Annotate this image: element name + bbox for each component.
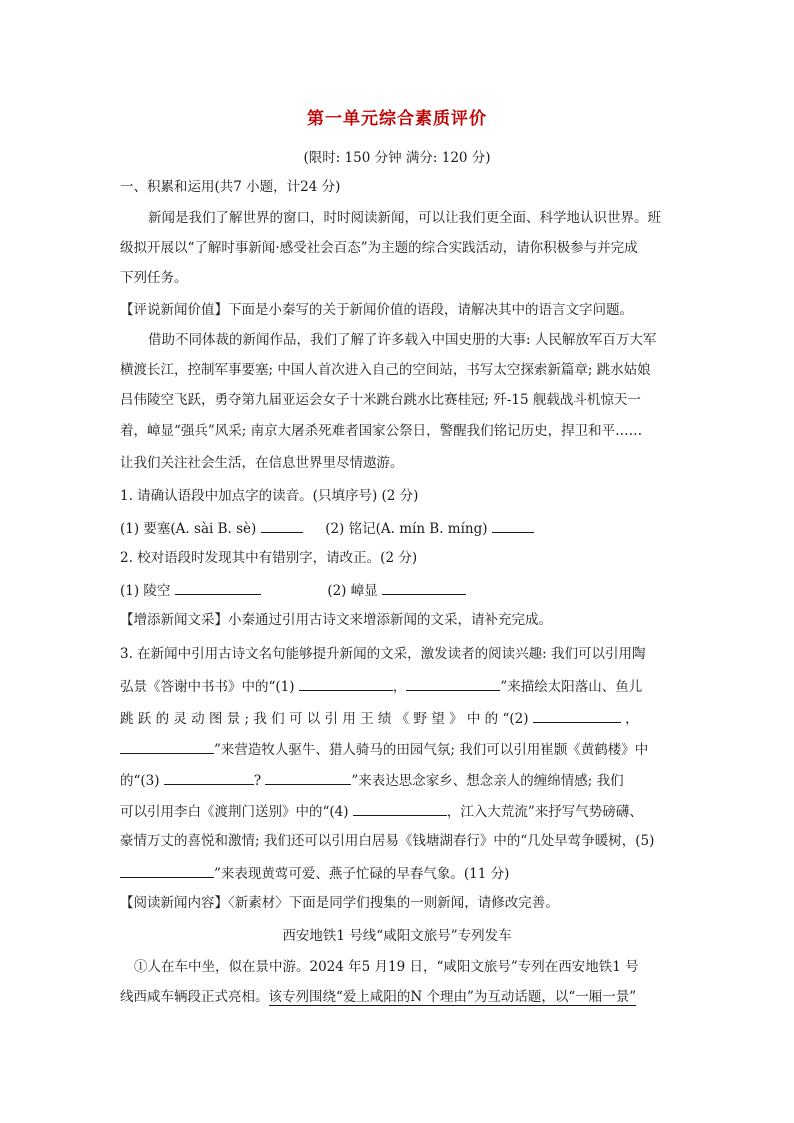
question-text: 弘景《答谢中书书》中的“(1) bbox=[120, 679, 295, 695]
answer-blank[interactable] bbox=[299, 676, 393, 691]
question-stem: 1. 请确认语段中加点字的读音。(只填序号) (2 分) bbox=[120, 488, 419, 504]
question-text: 跳 跃 的 灵 动 图 景 ; 我 们 可 以 引 用 王 绩 《 野 望 》 中 的 “(2) bbox=[120, 711, 529, 727]
question-line: 豪情万丈的喜悦和激情; 我们还可以引用白居易《钱塘湖春行》中的“几处早莺争暖树，(5) bbox=[120, 833, 655, 849]
passage-line: 横渡长江，控制军事要塞; 中国人首次进入自己的空间站，书写太空探索新篇章; 跳水姑娘 bbox=[120, 362, 651, 378]
question-text: 的“(3) bbox=[120, 773, 160, 789]
answer-blank[interactable] bbox=[120, 739, 214, 754]
task-heading: 【评说新闻价值】下面是小秦写的关于新闻价值的语段，请解决其中的语言文字问题。 bbox=[120, 302, 633, 318]
question-stem: 2. 校对语段时发现其中有错别字，请改正。(2 分) bbox=[120, 550, 418, 566]
question-line bbox=[120, 801, 680, 821]
question-line bbox=[120, 518, 680, 538]
intro-line: 下列任务。 bbox=[120, 270, 188, 286]
answer-blank[interactable] bbox=[164, 770, 254, 785]
news-line bbox=[120, 988, 680, 1006]
option-text: (1) 要塞(A. sài B. sè) bbox=[120, 521, 257, 537]
option-text: (1) 陵空 bbox=[120, 583, 171, 599]
question-line bbox=[120, 580, 680, 600]
answer-blank[interactable] bbox=[492, 518, 534, 533]
task-heading: 【增添新闻文采】小秦通过引用古诗文来增添新闻的文采，请补充完成。 bbox=[120, 612, 552, 628]
question-line bbox=[120, 770, 680, 790]
question-line: 3. 在新闻中引用古诗文名句能够提升新闻的文采，激发读者的阅读兴趣: 我们可以引用陶 bbox=[120, 646, 646, 662]
news-line: ①人在车中坐，似在景中游。2024 年5 月19 日，“咸阳文旅号”专列在西安地铁1 号 bbox=[134, 959, 639, 975]
option-text: (2) 铭记(A. mín B. míng) bbox=[325, 521, 488, 537]
answer-blank[interactable] bbox=[353, 801, 447, 816]
task-heading: 【阅读新闻内容】〈新素材〉下面是同学们搜集的一则新闻，请修改完善。 bbox=[120, 895, 559, 911]
question-text: ”来表达思念家乡、想念亲人的缠绵情感; 我们 bbox=[351, 773, 624, 789]
answer-blank[interactable] bbox=[406, 676, 500, 691]
section-heading: 一、积累和运用(共7 小题，计24 分) bbox=[120, 179, 341, 195]
news-title: 西安地铁1 号线“咸阳文旅号”专列发车 bbox=[282, 928, 512, 944]
news-text: 线西咸车辆段正式亮相。 bbox=[120, 989, 269, 1005]
underlined-sentence: 该专列围绕“爱上咸阳的N 个理由”为互动话题，以“一厢一景” bbox=[268, 989, 637, 1005]
question-text: ，江入大荒流”来抒写气势磅礴、 bbox=[446, 804, 643, 820]
intro-line: 新闻是我们了解世界的窗口，时时阅读新闻，可以让我们更全面、科学地认识世界。班 bbox=[148, 210, 661, 226]
exam-info: (限时: 150 分钟 满分: 120 分) bbox=[303, 150, 491, 166]
passage-line: 借助不同体裁的新闻作品，我们了解了许多载入中国史册的大事: 人民解放军百万大军 bbox=[148, 332, 657, 348]
question-line bbox=[120, 708, 680, 728]
answer-blank[interactable] bbox=[533, 708, 621, 723]
question-text: ? bbox=[253, 773, 262, 789]
question-text: ， bbox=[392, 679, 407, 695]
answer-blank[interactable] bbox=[382, 580, 466, 595]
answer-blank[interactable] bbox=[261, 518, 303, 533]
question-text: ”来营造牧人驱牛、猎人骑马的田园气氛; 我们可以引用崔颢《黄鹤楼》中 bbox=[214, 742, 649, 758]
passage-line: 吕伟陵空飞跃，勇夺第九届亚运会女子十米跳台跳水比赛桂冠; 歼-15 舰载战斗机惊天一 bbox=[120, 392, 641, 408]
passage-line: 让我们关注社会生活，在信息世界里尽情遨游。 bbox=[120, 455, 404, 471]
option-text: (2) 嶂显 bbox=[327, 583, 378, 599]
page-title: 第一单元综合素质评价 bbox=[307, 109, 487, 129]
passage-line: 着，嶂显“强兵”风采; 南京大屠杀死难者国家公祭日，警醒我们铭记历史，捍卫和平…… bbox=[120, 423, 643, 439]
question-text: ， bbox=[625, 711, 639, 727]
answer-blank[interactable] bbox=[120, 863, 214, 878]
question-line bbox=[120, 863, 680, 883]
question-text: ”来描绘太阳落山、鱼儿 bbox=[500, 679, 643, 695]
answer-blank[interactable] bbox=[175, 580, 261, 595]
answer-blank[interactable] bbox=[265, 770, 351, 785]
intro-line: 级拟开展以“了解时事新闻·感受社会百态”为主题的综合实践活动，请你积极参与并完成 bbox=[120, 240, 638, 256]
question-text: ”来表现黄莺可爱、燕子忙碌的早春气象。(11 分) bbox=[214, 866, 510, 882]
question-line bbox=[120, 676, 680, 696]
question-line bbox=[120, 739, 680, 759]
question-text: 可以引用李白《渡荆门送别》中的“(4) bbox=[120, 804, 349, 820]
